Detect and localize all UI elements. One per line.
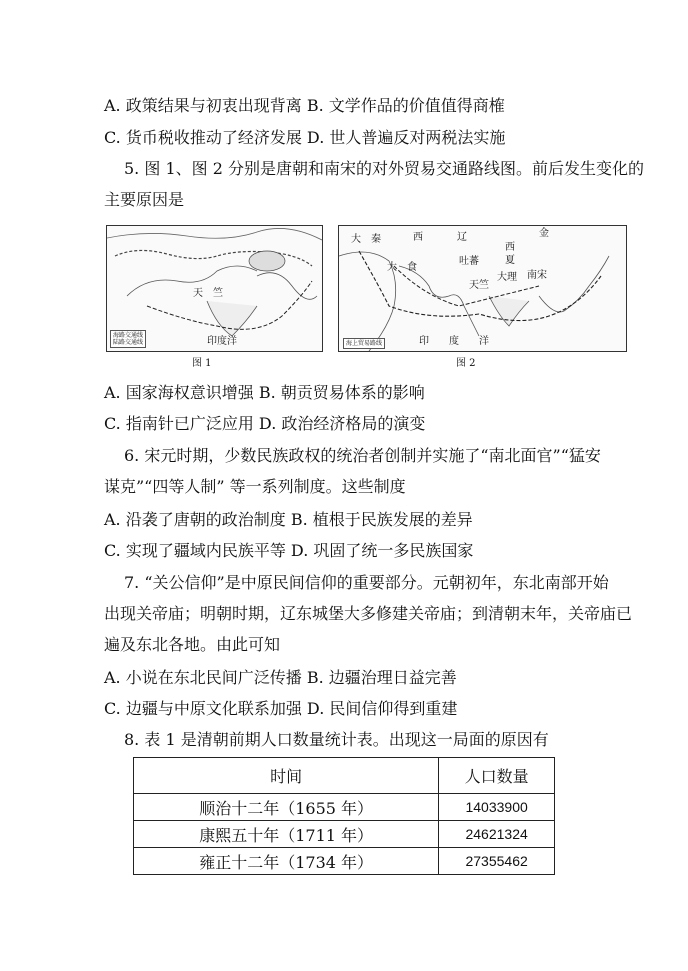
map2-label-tubo: 吐蕃 — [459, 256, 479, 267]
q6-option-c-d: C. 实现了疆域内民族平等 D. 巩固了统一多民族国家 — [104, 541, 474, 560]
tang-region — [249, 251, 285, 271]
map2-label-xi2: 西 — [505, 242, 515, 253]
population-table — [133, 757, 555, 875]
legend-sea-route: 海路交通线 — [113, 332, 144, 339]
q4-option-c-d: C. 货币税收推动了经济发展 D. 世人普遍反对两税法实施 — [104, 128, 506, 147]
table-header-row — [134, 758, 555, 794]
q6-stem: 6. 宋元时期，少数民族政权的统治者创制并实施了“南北面官”“猛安 — [124, 446, 601, 465]
map2-label-xia: 夏 — [505, 255, 515, 266]
coastline — [107, 228, 322, 240]
table-row — [134, 821, 555, 848]
cell-time: 雍正十二年（1734 年） — [134, 848, 439, 875]
figure-1-tang-trade-map — [106, 225, 323, 352]
figure-2-caption: 图 2 — [456, 358, 476, 369]
legend-land-route: 陆路交通线 — [113, 339, 144, 346]
map2-legend: 海上贸易路线 — [343, 338, 385, 349]
table-row — [134, 848, 555, 875]
q7-option-c-d: C. 边疆与中原文化联系加强 D. 民间信仰得到重建 — [104, 699, 458, 718]
q5-stem: 5. 图 1、图 2 分别是唐朝和南宋的对外贸易交通路线图。前后发生变化的 — [124, 159, 644, 178]
q8-stem: 8. 表 1 是清朝前期人口数量统计表。出现这一局面的原因有 — [124, 730, 549, 749]
figure-2-song-trade-map — [338, 225, 627, 352]
figure-1-caption: 图 1 — [192, 358, 212, 369]
map2-label-dashi: 大 食 — [387, 262, 417, 273]
cell-population: 27355462 — [439, 848, 555, 875]
q5-stem-cont: 主要原因是 — [104, 190, 185, 209]
q7-option-a-b: A. 小说在东北民间广泛传播 B. 边疆治理日益完善 — [104, 668, 457, 687]
q7-stem: 7. “关公信仰”是中原民间信仰的重要部分。元朝初年，东北南部开始 — [124, 573, 609, 592]
table-row — [134, 794, 555, 821]
arabia-coast — [399, 266, 479, 336]
map2-label-dali: 大理 — [497, 272, 517, 283]
cell-population: 14033900 — [439, 794, 555, 821]
map1-legend — [110, 330, 146, 348]
q6-stem-cont: 谋克”“四等人制” 等一系列制度。这些制度 — [104, 477, 406, 496]
q7-stem-cont-2: 遍及东北各地。由此可知 — [104, 635, 281, 654]
map2-label-ocean: 印 度 洋 — [419, 336, 489, 347]
map1-label-ocean: 印度洋 — [207, 336, 237, 347]
map2-label-xi: 西 — [413, 232, 423, 243]
cell-population: 24621324 — [439, 821, 555, 848]
q5-option-a-b: A. 国家海权意识增强 B. 朝贡贸易体系的影响 — [104, 383, 425, 402]
map2-label-liao: 辽 — [457, 232, 467, 243]
q5-option-c-d: C. 指南针已广泛应用 D. 政治经济格局的演变 — [104, 414, 426, 433]
map2-label-tianzhu: 天竺 — [469, 280, 489, 291]
q6-option-a-b: A. 沿袭了唐朝的政治制度 B. 植根于民族发展的差异 — [104, 510, 473, 529]
header-time: 时间 — [134, 758, 439, 794]
india-peninsula — [489, 296, 529, 326]
map2-label-daqin: 大 秦 — [351, 234, 381, 245]
q5-figures — [106, 225, 626, 369]
map1-label-tianzhu: 天 竺 — [193, 288, 223, 299]
india-peninsula — [207, 301, 257, 336]
q7-stem-cont: 出现关帝庙；明朝时期，辽东城堡大多修建关帝庙；到清朝末年，关帝庙已 — [104, 604, 633, 623]
q4-option-a-b: A. 政策结果与初衷出现背离 B. 文学作品的价值值得商榷 — [104, 96, 505, 115]
cell-time: 康熙五十年（1711 年） — [134, 821, 439, 848]
map2-label-nansong: 南宋 — [527, 270, 547, 281]
header-population: 人口数量 — [439, 758, 555, 794]
cell-time: 顺治十二年（1655 年） — [134, 794, 439, 821]
map2-label-jin: 金 — [539, 228, 549, 239]
coastline-2 — [127, 266, 257, 296]
